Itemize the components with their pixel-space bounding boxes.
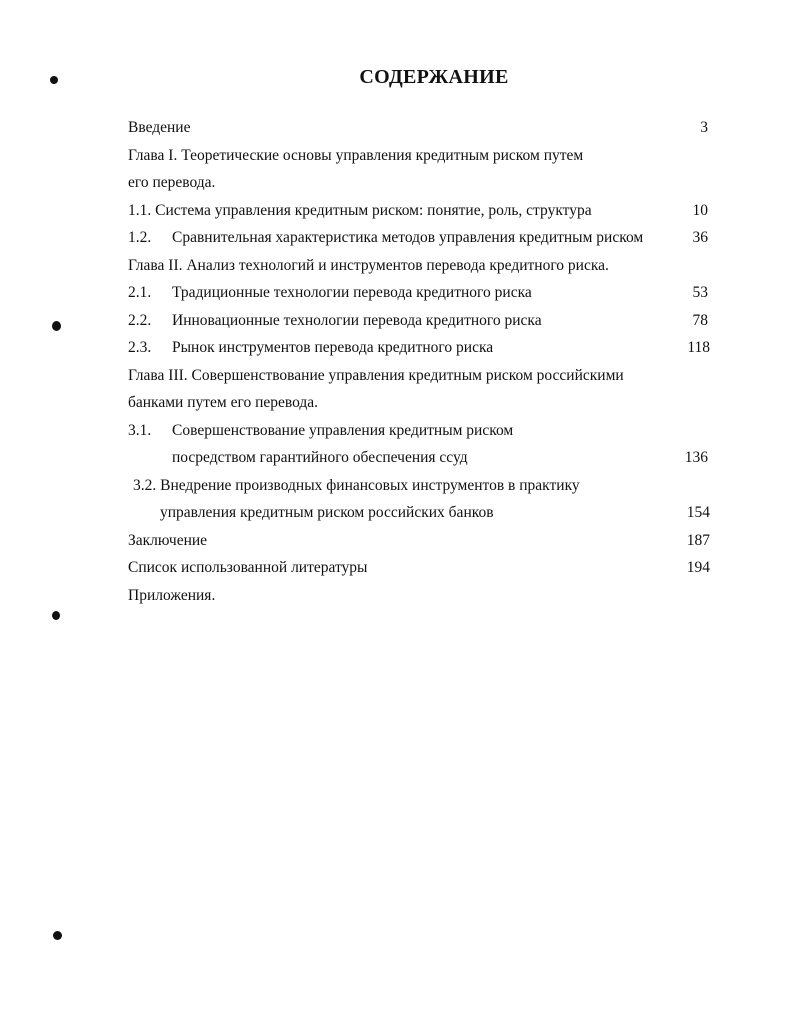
toc-entry-text: его перевода. bbox=[128, 174, 216, 191]
toc-entry-text: Введение bbox=[128, 119, 191, 136]
toc-entry-number: 3.1. bbox=[128, 422, 152, 439]
toc-entry-number: 2.3. bbox=[128, 339, 152, 356]
toc-entry-number: 1.2. bbox=[128, 229, 152, 246]
toc-entry-number: 2.2. bbox=[128, 312, 152, 329]
toc-entry-page: 187 bbox=[686, 532, 710, 549]
toc-entry-page: 78 bbox=[692, 312, 708, 329]
scan-mark bbox=[52, 321, 61, 331]
toc-entry-text: Сравнительная характеристика методов управления кредитным риском bbox=[172, 229, 644, 246]
toc-entry-page: 118 bbox=[687, 339, 710, 356]
toc-entry-page: 154 bbox=[686, 504, 710, 521]
toc-entry-text: управления кредитным риском российских банков bbox=[160, 504, 494, 521]
toc-entry-text: Заключение bbox=[128, 532, 208, 549]
toc-entry-text: посредством гарантийного обеспечения ссуд bbox=[172, 449, 468, 466]
toc-entry-text: 3.2. Внедрение производных финансовых инструментов в практику bbox=[133, 477, 580, 494]
toc-entry-number: 2.1. bbox=[128, 284, 152, 301]
toc-entry-page: 53 bbox=[692, 284, 708, 301]
toc-entry-page: 10 bbox=[692, 202, 708, 219]
scan-mark bbox=[53, 931, 62, 940]
toc-entry-text: Приложения. bbox=[128, 587, 216, 604]
toc-entry-text: Традиционные технологии перевода кредитного риска bbox=[172, 284, 532, 301]
toc-entry-page: 36 bbox=[692, 229, 708, 246]
toc-entry-text: Рынок инструментов перевода кредитного риска bbox=[172, 339, 494, 356]
toc-entry-text: Глава I. Теоретические основы управления кредитным риском путем bbox=[128, 147, 584, 164]
toc-entry-page: 3 bbox=[700, 119, 708, 136]
toc-entry-text: Глава II. Анализ технологий и инструментов перевода кредитного риска. bbox=[128, 257, 609, 274]
toc-entry-text: 1.1. Система управления кредитным риском: понятие, роль, структура bbox=[128, 202, 592, 219]
toc-entry-text: банками путем его перевода. bbox=[128, 394, 319, 411]
toc-entry-text: Инновационные технологии перевода кредитного риска bbox=[172, 312, 542, 329]
toc-entry-text: Глава III. Совершенствование управления кредитным риском российскими bbox=[128, 367, 624, 384]
scan-mark bbox=[52, 611, 60, 620]
page-title: СОДЕРЖАНИЕ bbox=[359, 66, 509, 88]
toc-entry-text: Список использованной литературы bbox=[128, 559, 368, 576]
toc-entry-page: 194 bbox=[686, 559, 710, 576]
toc-entry-text: Совершенствование управления кредитным риском bbox=[172, 422, 514, 439]
toc-entry-page: 136 bbox=[684, 449, 708, 466]
